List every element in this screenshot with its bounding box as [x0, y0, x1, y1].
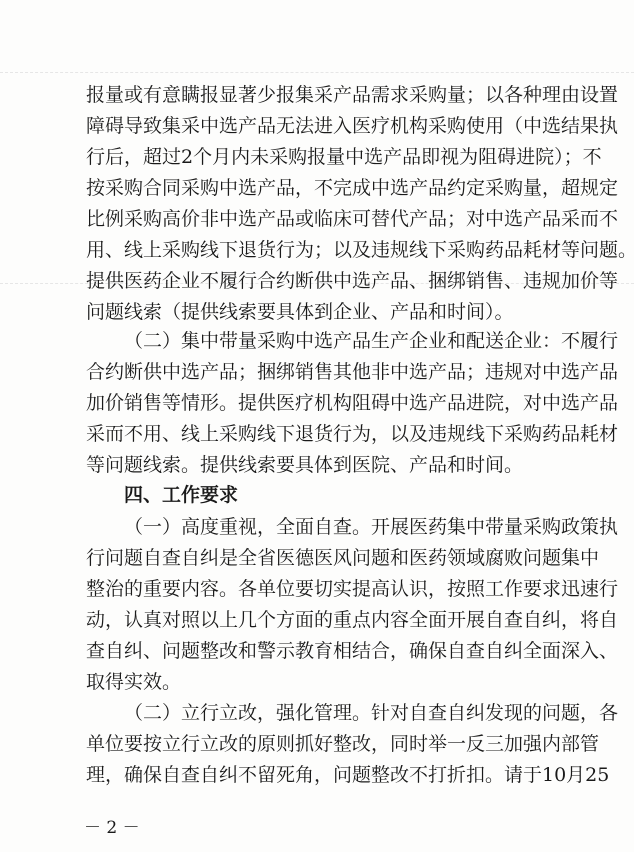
text-line: 理，确保自查自纠不留死角，问题整改不打折扣。请于10月25: [86, 764, 610, 786]
text-line: 障碍导致集采中选产品无法进入医疗机构采购使用（中选结果执: [86, 115, 619, 137]
text-line: 采而不用、线上采购线下退货行为，以及违规线下采购药品耗材: [86, 423, 619, 445]
page-number: － 2 －: [84, 818, 140, 838]
text-line: 加价销售等情形。提供医疗机构阻碍中选产品进院，对中选产品: [86, 392, 619, 414]
text-line: 报量或有意瞒报显著少报集采产品需求采购量；以各种理由设置: [86, 84, 619, 106]
text-line: 合约断供中选产品；捆绑销售其他非中选产品；违规对中选产品: [86, 361, 619, 383]
text-line: 等问题线索。提供线索要具体到医院、产品和时间。: [86, 454, 524, 476]
text-line: 动，认真对照以上几个方面的重点内容全面开展自查自纠，将自: [86, 609, 619, 631]
text-line: 比例采购高价非中选产品或临床可替代产品；对中选产品采而不: [86, 208, 619, 230]
section-heading: 四、工作要求: [124, 484, 239, 506]
text-line: 整治的重要内容。各单位要切实提高认识，按照工作要求迅速行: [86, 578, 619, 600]
scan-dashed-line-top: [0, 72, 634, 73]
text-line: 行问题自查自纠是全省医德医风问题和医药领域腐败问题集中: [86, 547, 600, 569]
text-line: （二）立行立改，强化管理。针对自查自纠发现的问题，各: [124, 702, 619, 724]
text-line: （二）集中带量采购中选产品生产企业和配送企业：不履行: [124, 330, 619, 352]
text-line: 用、线上采购线下退货行为；以及违规线下采购药品耗材等问题。: [86, 239, 637, 261]
text-line: 按采购合同采购中选产品，不完成中选产品约定采购量，超规定: [86, 177, 619, 199]
text-line: 单位要按立行立改的原则抓好整改，同时举一反三加强内部管: [86, 733, 600, 755]
text-line: 查自纠、问题整改和警示教育相结合，确保自查自纠全面深入、: [86, 640, 619, 662]
text-line: 问题线索（提供线索要具体到企业、产品和时间）。: [86, 301, 514, 323]
text-line: 取得实效。: [86, 671, 182, 693]
text-line: 提供医药企业不履行合约断供中选产品、捆绑销售、违规加价等: [86, 270, 619, 292]
text-line: 行后，超过2个月内未采购报量中选产品即视为阻碍进院）；不: [86, 146, 602, 168]
text-line: （一）高度重视，全面自查。开展医药集中带量采购政策执: [124, 516, 619, 538]
